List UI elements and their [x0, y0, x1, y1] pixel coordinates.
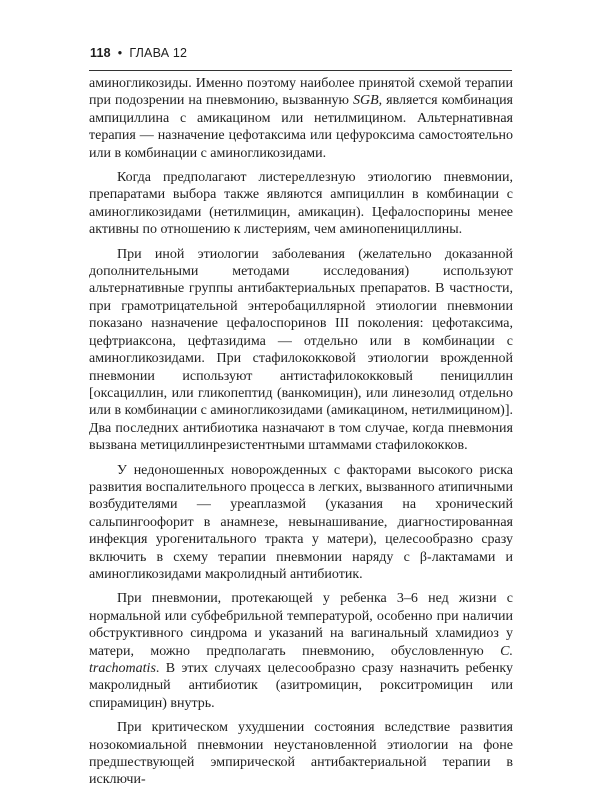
paragraph-text: аминогликозиды. Именно поэтому наиболее принятой схемой терапии при подозрении на пневмонию, вызванную	[89, 76, 513, 109]
paragraph-text: Когда предполагают листереллезную этиологию пневмонии, препаратами выбора также являются ампициллин в комбинации с аминогликозидами (нетилмицин, амикацин). Цефалоспорины менее активны по отношению к листериям, чем аминопенициллины.	[89, 170, 513, 238]
paragraph	[89, 169, 513, 239]
page-number: 118	[90, 46, 111, 60]
header-rule	[89, 70, 512, 71]
paragraph-text: При критическом ухудшении состояния вследствие развития нозокомиальной пневмонии неустановленной этиологии на фоне предшествующей эмпирической антибактериальной терапии в исключи-	[89, 720, 513, 788]
paragraph-text: При пневмонии, протекающей у ребенка 3–6 нед жизни с нормальной или субфебрильной температурой, особенно при наличии обструктивного синдрома и указаний на вагинальный хламидиоз у матери, можно предполагать пневмонию, обусловленную	[89, 591, 513, 659]
italic-term: C. trachomatis	[89, 643, 513, 676]
paragraph-text: . В этих случаях целесообразно сразу назначить ребенку макролидный антибиотик (азитромицин, рокситромицин или спирамицин) внутрь.	[89, 661, 513, 711]
paragraph-text: У недоношенных новорожденных с факторами высокого риска развития воспалительного процесса в легких, вызванного атипичными возбудителями — уреаплазмой (указания на хронический сальпингоофорит в анамнезе, невынашивание, диагностированная инфекция урогенитального тракта у матери), целесообразно сразу включить в схему терапии пневмонии наряду с β-лактамами и аминогликозидами макролидный антибиотик.	[89, 462, 513, 582]
paragraph-text: , является комбинация ампициллина с амикацином или нетилмицином. Альтернативная терапия — назначение цефотаксима или цефуроксима самостоятельно или в комбинации с аминогликозидами.	[89, 93, 513, 161]
paragraph	[89, 590, 513, 712]
paragraph	[89, 246, 513, 455]
italic-term: SGB	[353, 93, 379, 109]
paragraph	[89, 719, 513, 789]
paragraph	[89, 75, 513, 162]
paragraph-text: При иной этиологии заболевания (желательно доказанной дополнительными методами исследования) используют альтернативные группы антибактериальных препаратов. В частности, при грамотрицательной энтеробациллярной этиологии пневмонии показано назначение цефалоспоринов III поколения: цефотаксима, цефтриаксона, цефтазидима — отдельно или в комбинации с аминогликозидами. При стафилококковой этиологии врожденной пневмонии используют антистафилококковый пенициллин [оксациллин, или гликопептид (ванкомицин), или линезолид отдельно или в комбинации с аминогликозидами (амикацином, нетилмицином)]. Два последних антибиотика назначают в том случае, когда пневмония вызвана метициллинрезистентными штаммами стафилококков.	[89, 246, 513, 454]
paragraph	[89, 462, 513, 584]
chapter-title: ГЛАВА 12	[129, 46, 188, 60]
body-text	[89, 75, 513, 789]
running-header	[90, 46, 187, 60]
header-bullet: •	[117, 46, 123, 60]
